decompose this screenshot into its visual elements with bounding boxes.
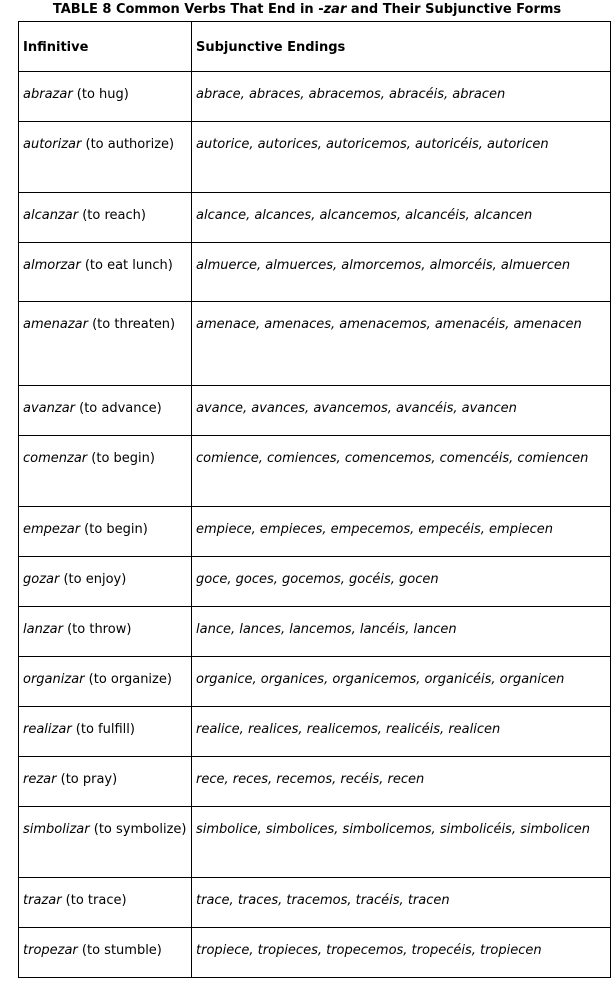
verb-gloss: (to begin) [87, 451, 155, 466]
verb-infinitive: comenzar [23, 451, 88, 466]
infinitive-cell [19, 122, 192, 193]
infinitive-cell [19, 386, 192, 436]
verb-infinitive: rezar [23, 772, 57, 787]
table-row [19, 928, 611, 978]
verb-gloss: (to enjoy) [59, 572, 127, 587]
table-row [19, 193, 611, 243]
verb-infinitive: empezar [23, 522, 81, 537]
infinitive-cell [19, 607, 192, 657]
verb-infinitive: lanzar [23, 622, 63, 637]
column-header-endings: Subjunctive Endings [192, 22, 611, 72]
table-row [19, 707, 611, 757]
infinitive-cell [19, 807, 192, 878]
infinitive-cell [19, 757, 192, 807]
verb-gloss: (to throw) [62, 622, 132, 637]
verb-infinitive: autorizar [23, 137, 82, 152]
subjunctive-forms-cell: autorice, autorices, autoricemos, autoricéis, autoricen [192, 122, 611, 193]
infinitive-cell [19, 878, 192, 928]
infinitive-cell [19, 243, 192, 302]
verb-gloss: (to threaten) [87, 317, 176, 332]
verb-gloss: (to advance) [75, 401, 162, 416]
infinitive-cell [19, 193, 192, 243]
subjunctive-forms-cell: simbolice, simbolices, simbolicemos, simbolicéis, simbolicen [192, 807, 611, 878]
subjunctive-forms-cell: goce, goces, gocemos, gocéis, gocen [192, 557, 611, 607]
table-row [19, 507, 611, 557]
subjunctive-forms-cell: organice, organices, organicemos, organicéis, organicen [192, 657, 611, 707]
verb-infinitive: organizar [23, 672, 85, 687]
subjunctive-forms-cell: realice, realices, realicemos, realicéis, realicen [192, 707, 611, 757]
verb-infinitive: gozar [23, 572, 60, 587]
subjunctive-forms-cell: abrace, abraces, abracemos, abracéis, abracen [192, 72, 611, 122]
subjunctive-forms-cell: almuerce, almuerces, almorcemos, almorcéis, almuercen [192, 243, 611, 302]
verb-infinitive: almorzar [23, 258, 81, 273]
table-row [19, 757, 611, 807]
subjunctive-forms-cell: alcance, alcances, alcancemos, alcancéis, alcancen [192, 193, 611, 243]
verb-gloss: (to pray) [56, 772, 118, 787]
verb-infinitive: tropezar [23, 943, 78, 958]
subjunctive-forms-cell: amenace, amenaces, amenacemos, amenacéis, amenacen [192, 302, 611, 386]
table-row [19, 386, 611, 436]
verb-gloss: (to hug) [72, 87, 129, 102]
infinitive-cell [19, 302, 192, 386]
verb-gloss: (to begin) [80, 522, 148, 537]
caption-prefix: TABLE 8 Common Verbs That End in - [52, 2, 324, 17]
verb-infinitive: avanzar [23, 401, 75, 416]
caption-emphasis: zar [323, 2, 347, 17]
infinitive-cell [19, 507, 192, 557]
table-header-row [19, 22, 611, 72]
verb-gloss: (to authorize) [81, 137, 175, 152]
table-row [19, 72, 611, 122]
subjunctive-forms-cell: trace, traces, tracemos, tracéis, tracen [192, 878, 611, 928]
verb-gloss: (to trace) [61, 893, 127, 908]
table-row [19, 557, 611, 607]
verb-infinitive: realizar [23, 722, 72, 737]
table-row [19, 122, 611, 193]
infinitive-cell [19, 557, 192, 607]
verb-infinitive: trazar [23, 893, 62, 908]
subjunctive-forms-cell: empiece, empieces, empecemos, empecéis, empiecen [192, 507, 611, 557]
verb-infinitive: abrazar [23, 87, 73, 102]
table-row [19, 807, 611, 878]
verb-gloss: (to eat lunch) [80, 258, 173, 273]
infinitive-cell [19, 72, 192, 122]
verb-infinitive: amenazar [23, 317, 88, 332]
verb-infinitive: simbolizar [23, 822, 90, 837]
verb-infinitive: alcanzar [23, 208, 79, 223]
subjunctive-forms-cell: comience, comiences, comencemos, comencéis, comiencen [192, 436, 611, 507]
table-row [19, 657, 611, 707]
infinitive-cell [19, 436, 192, 507]
subjunctive-forms-cell: lance, lances, lancemos, lancéis, lancen [192, 607, 611, 657]
table-row [19, 243, 611, 302]
verbs-table [18, 21, 611, 978]
verb-gloss: (to stumble) [77, 943, 162, 958]
column-header-infinitive: Infinitive [19, 22, 192, 72]
table-row [19, 302, 611, 386]
infinitive-cell [19, 707, 192, 757]
table-caption [0, 2, 614, 17]
verb-gloss: (to organize) [84, 672, 172, 687]
verb-gloss: (to reach) [78, 208, 146, 223]
subjunctive-forms-cell: rece, reces, recemos, recéis, recen [192, 757, 611, 807]
verb-gloss: (to symbolize) [89, 822, 187, 837]
subjunctive-forms-cell: avance, avances, avancemos, avancéis, avancen [192, 386, 611, 436]
infinitive-cell [19, 657, 192, 707]
subjunctive-forms-cell: tropiece, tropieces, tropecemos, tropecéis, tropiecen [192, 928, 611, 978]
verb-gloss: (to fulfill) [71, 722, 135, 737]
table-row [19, 607, 611, 657]
table-row [19, 878, 611, 928]
table-row [19, 436, 611, 507]
infinitive-cell [19, 928, 192, 978]
caption-suffix: and Their Subjunctive Forms [346, 2, 562, 17]
